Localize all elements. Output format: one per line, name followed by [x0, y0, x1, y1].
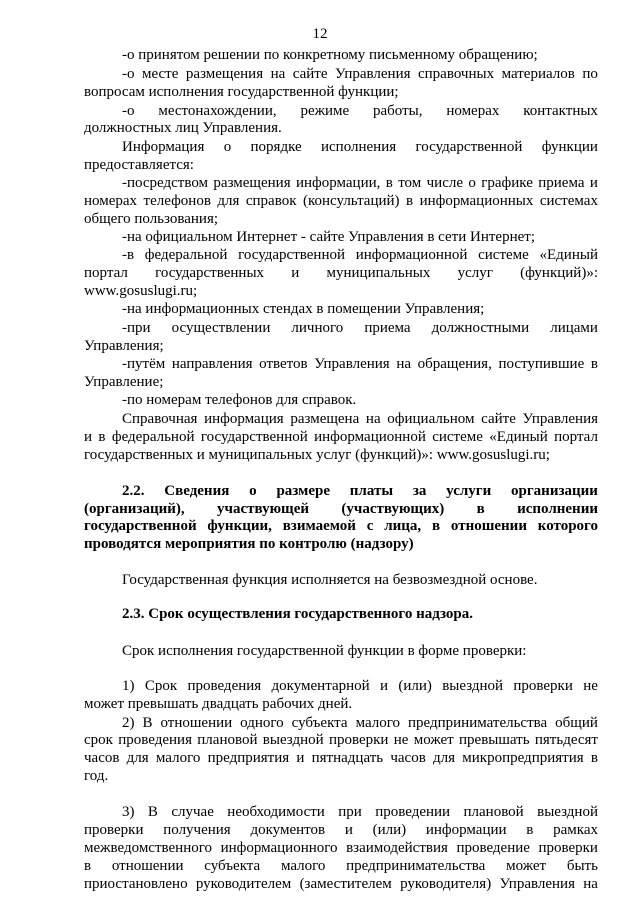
text-line	[0, 355, 640, 374]
text-line	[0, 156, 640, 175]
text-line	[0, 803, 640, 822]
line-text: -посредством размещения информации, в том числе о графике приема и	[122, 175, 598, 191]
text-line	[0, 246, 640, 265]
line-text: государственной функции, взимаемой с лица, в отношении которого	[84, 518, 598, 534]
text-line	[0, 300, 640, 319]
text-line	[0, 192, 640, 211]
text-line	[0, 319, 640, 338]
text-line	[0, 695, 640, 714]
text-line	[0, 264, 640, 283]
line-text: общего пользования;	[84, 211, 219, 227]
line-text: 2.2. Сведения о размере платы за услуги организации	[122, 483, 598, 499]
text-line	[0, 857, 640, 876]
line-text: Управления;	[84, 338, 164, 354]
heading-line	[0, 517, 640, 536]
line-text: Информация о порядке исполнения государственной функции	[122, 139, 598, 155]
line-text: -о месте размещения на сайте Управления справочных материалов по	[122, 66, 598, 82]
line-text: государственных и муниципальных услуг (функций)»: www.gosuslugi.ru;	[84, 447, 550, 463]
line-text: -о принятом решении по конкретному письменному обращению;	[122, 47, 538, 63]
text-line	[0, 119, 640, 138]
line-text: 1) Срок проведения документарной и (или) выездной проверки не	[122, 678, 598, 694]
text-line	[0, 228, 640, 247]
line-text: -по номерам телефонов для справок.	[122, 392, 357, 408]
line-text: 2) В отношении одного субъекта малого предпринимательства общий	[122, 715, 598, 731]
text-line	[0, 821, 640, 840]
text-line	[0, 749, 640, 768]
text-line	[0, 174, 640, 193]
text-line	[0, 83, 640, 102]
text-line	[0, 767, 640, 786]
line-text: www.gosuslugi.ru;	[84, 283, 198, 299]
line-text: -при осуществлении личного приема должностными лицами	[122, 320, 598, 336]
line-text: может превышать двадцать рабочих дней.	[84, 696, 353, 712]
heading-line	[0, 605, 640, 624]
line-text: Срок исполнения государственной функции в форме проверки:	[122, 643, 527, 659]
line-text: -о местонахождении, режиме работы, номерах контактных	[122, 103, 598, 119]
text-line	[0, 373, 640, 392]
text-line	[0, 875, 640, 894]
line-text: предоставляется:	[84, 157, 194, 173]
text-line	[0, 642, 640, 661]
text-line	[0, 428, 640, 447]
text-line	[0, 391, 640, 410]
line-text: год.	[84, 768, 109, 784]
line-text: 3) В случае необходимости при проведении плановой выездной	[122, 804, 598, 820]
line-text: должностных лиц Управления.	[84, 120, 282, 136]
line-text: 2.3. Срок осуществления государственного надзора.	[122, 606, 474, 622]
text-line	[0, 65, 640, 84]
text-line	[0, 410, 640, 429]
heading-line	[0, 482, 640, 501]
text-line	[0, 839, 640, 858]
text-line	[0, 446, 640, 465]
line-text: (организаций), участвующей (участвующих) в исполнении	[84, 501, 598, 517]
line-text: часов для малого предприятия и пятнадцать часов для микропредприятия в	[84, 750, 598, 766]
text-line	[0, 337, 640, 356]
line-text: номерах телефонов для справок (консультаций) в информационных системах	[84, 193, 598, 209]
line-text: Справочная информация размещена на официальном сайте Управления	[122, 411, 598, 427]
line-text: -путём направления ответов Управления на обращения, поступившие в	[122, 356, 598, 372]
line-text: в отношении субъекта малого предпринимательства может быть	[84, 858, 598, 874]
text-line	[0, 677, 640, 696]
line-text: -на официальном Интернет - сайте Управления в сети Интернет;	[122, 229, 535, 245]
text-line	[0, 282, 640, 301]
line-text: межведомственного информационного взаимодействия проведение проверки	[84, 840, 598, 856]
line-text: и в федеральной государственной информационной системе «Единый портал	[84, 429, 598, 445]
line-text: проверки получения документов и (или) информации в рамках	[84, 822, 598, 838]
text-line	[0, 731, 640, 750]
heading-line	[0, 535, 640, 554]
text-line	[0, 138, 640, 157]
page-number: 12	[312, 26, 328, 42]
line-text: портал государственных и муниципальных услуг (функций)»:	[84, 265, 598, 281]
text-line	[0, 210, 640, 229]
line-text: Государственная функция исполняется на безвозмездной основе.	[122, 572, 538, 588]
line-text: -на информационных стендах в помещении Управления;	[122, 301, 485, 317]
text-line	[0, 46, 640, 65]
line-text: приостановлено руководителем (заместителем руководителя) Управления на	[84, 876, 598, 892]
line-text: вопросам исполнения государственной функции;	[84, 84, 399, 100]
line-text: срок проведения плановой выездной проверки не может превышать пятьдесят	[84, 732, 598, 748]
line-text: Управление;	[84, 374, 164, 390]
line-text: проводятся мероприятия по контролю (надзору)	[84, 536, 414, 552]
text-line	[0, 571, 640, 590]
line-text: -в федеральной государственной информационной системе «Единый	[122, 247, 598, 263]
